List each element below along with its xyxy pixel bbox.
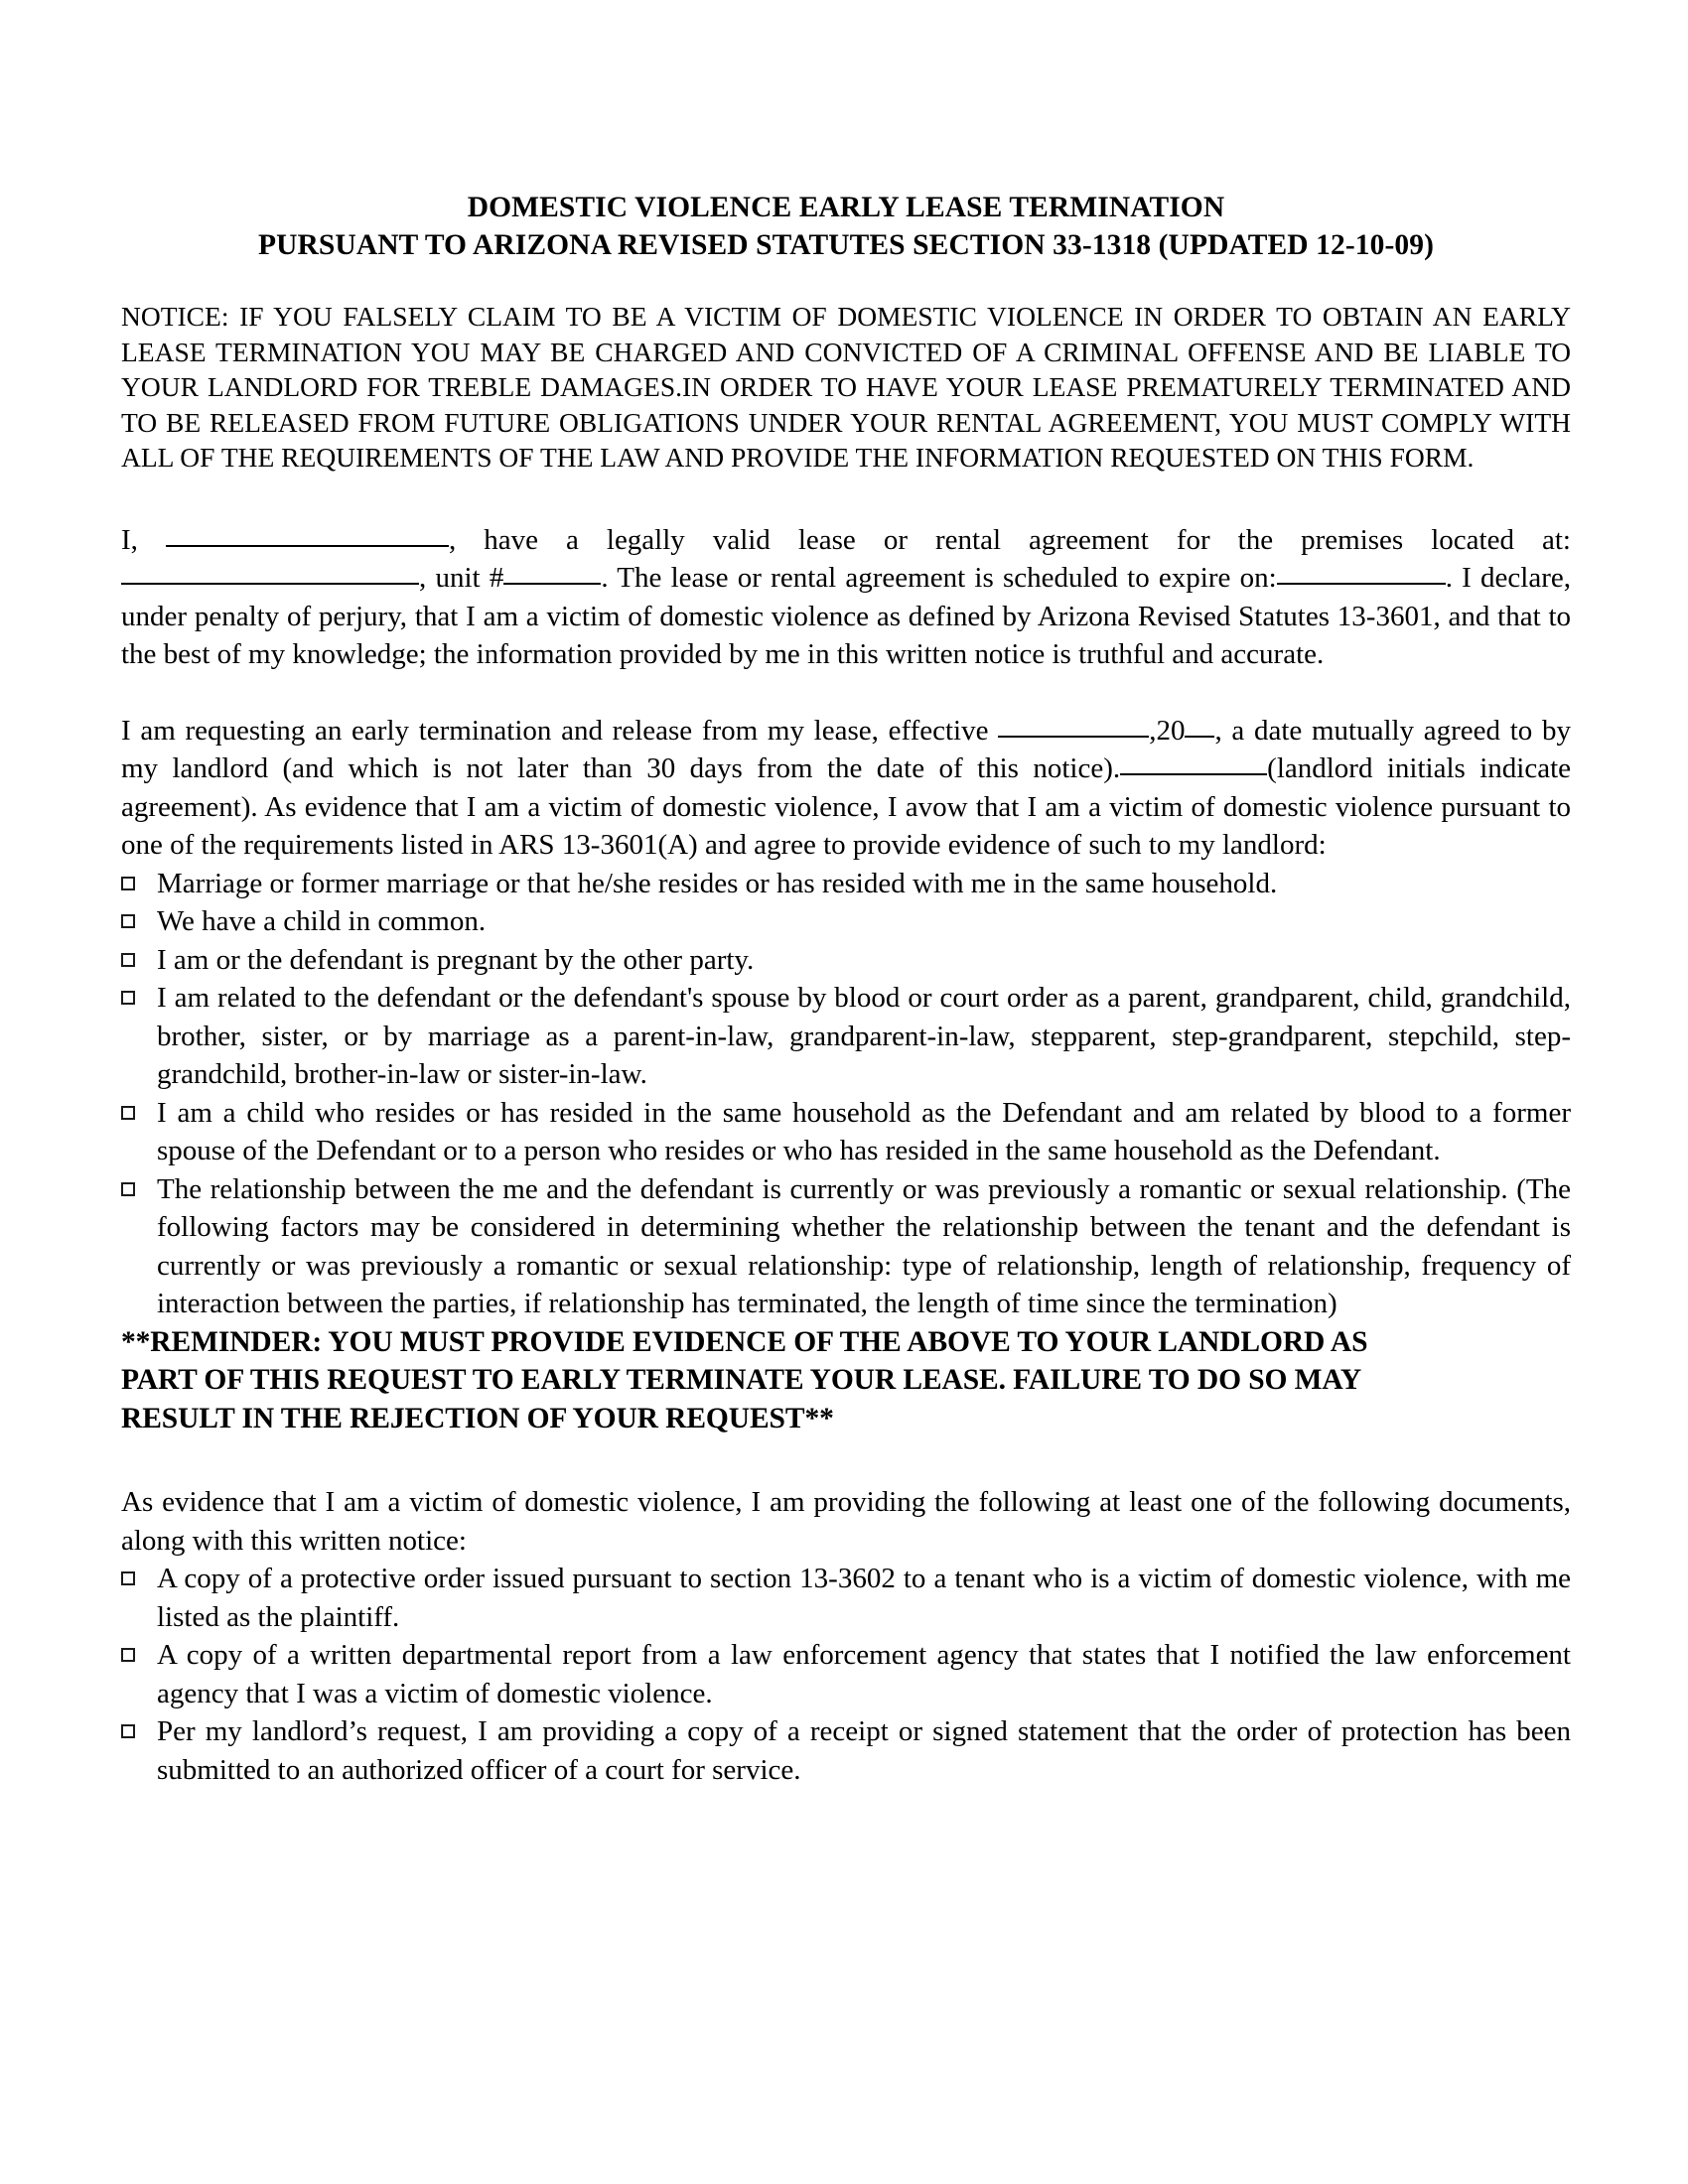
relationship-option-label: I am a child who resides or has resided in the same household as the Defendant and am related by blood to a former spouse of the Defendant or to a person who resides or who has resided in the same household as the Defendant. [157, 1096, 1571, 1166]
landlord-initials-blank[interactable] [1120, 751, 1267, 775]
declaration-paragraph [121, 521, 1571, 674]
notice-paragraph: NOTICE: IF YOU FALSELY CLAIM TO BE A VICTIM OF DOMESTIC VIOLENCE IN ORDER TO OBTAIN AN EARLY LEASE TERMINATION YOU MAY BE CHARGED AND CONVICTED OF A CRIMINAL OFFENSE AND BE LIABLE TO YOUR LANDLORD FOR TREBLE DAMAGES.IN ORDER TO HAVE YOUR LEASE PREMATURELY TERMINATED AND TO BE RELEASED FROM FUTURE OBLIGATIONS UNDER YOUR RENTAL AGREEMENT, YOU MUST COMPLY WITH ALL OF THE REQUIREMENTS OF THE LAW AND PROVIDE THE INFORMATION REQUESTED ON THIS FORM. [121, 301, 1571, 473]
request-segment-4: (landlord initials indicate agreement). As evidence that I am a victim of domestic violence, I avow that I am a victim of domestic violence pursuant to one of the requirements listed in ARS 13-3601(A) and agree to provide evidence of such to my landlord: [121, 752, 1572, 861]
list-item[interactable] [121, 1636, 1571, 1712]
relationship-option-label: I am or the defendant is pregnant by the other party. [157, 943, 755, 976]
lease-expiration-blank[interactable] [1277, 560, 1446, 585]
list-item[interactable] [121, 941, 1571, 980]
request-paragraph [121, 712, 1571, 865]
declaration-segment-4: . The lease or rental agreement is scheduled to expire on: [601, 562, 1277, 594]
relationship-option-label: The relationship between the me and the defendant is currently or was previously a romantic or sexual relationship. (The following factors may be considered in determining whether the relationship between the tenant and the defendant is currently or was previously a romantic or sexual relationship: type of relationship, length of relationship, frequency of interaction between the parties, if relationship has terminated, the length of time since the termination) [157, 1172, 1571, 1319]
evidence-option-label: A copy of a protective order issued pursuant to section 13-3602 to a tenant who is a victim of domestic violence, with me listed as the plaintiff. [157, 1563, 1571, 1633]
list-item[interactable] [121, 902, 1571, 941]
list-item[interactable] [121, 1560, 1571, 1636]
list-item[interactable] [121, 979, 1571, 1094]
effective-date-blank[interactable] [998, 713, 1149, 738]
reminder-line-1: **REMINDER: YOU MUST PROVIDE EVIDENCE OF THE ABOVE TO YOUR LANDLORD AS [121, 1325, 1368, 1358]
unit-number-blank[interactable] [503, 560, 601, 585]
evidence-option-label: A copy of a written departmental report from a law enforcement agency that states that I notified the law enforcement agency that I was a victim of domestic violence. [157, 1639, 1571, 1709]
checkbox-empty-square-icon[interactable] [121, 877, 135, 890]
checkbox-empty-square-icon[interactable] [121, 914, 135, 928]
checkbox-empty-square-icon[interactable] [121, 1106, 135, 1120]
premises-address-blank[interactable] [121, 560, 419, 585]
declaration-segment-5: . I declare, under penalty of perjury, that I am a victim of domestic violence as defined by Arizona Revised Statutes 13-3601, and that to the best of my knowledge; the information provided by me in this written notice is truthful and accurate. [121, 562, 1572, 670]
relationship-option-label: I am related to the defendant or the defendant's spouse by blood or court order as a parent, grandparent, child, grandchild, brother, sister, or by marriage as a parent-in-law, grandparent-in-law, stepparent, step-grandparent, stepchild, step-grandchild, brother-in-law or sister-in-law. [157, 982, 1571, 1090]
reminder-line-3: RESULT IN THE REJECTION OF YOUR REQUEST** [121, 1402, 834, 1434]
evidence-option-label: Per my landlord’s request, I am providing a copy of a receipt or signed statement that the order of protection has been submitted to an authorized officer of a court for service. [157, 1715, 1571, 1786]
checkbox-empty-square-icon[interactable] [121, 991, 135, 1005]
tenant-name-blank[interactable] [166, 522, 449, 547]
checkbox-empty-square-icon[interactable] [121, 1724, 135, 1738]
evidence-intro-paragraph: As evidence that I am a victim of domestic violence, I am providing the following at least one of the following documents, along with this written notice: [121, 1486, 1571, 1557]
relationship-option-label: Marriage or former marriage or that he/she resides or has resided with me in the same household. [157, 867, 1278, 899]
page-title [121, 189, 1571, 264]
declaration-segment-2: , have a legally valid lease or rental agreement for the premises located at: [448, 523, 1571, 556]
list-item[interactable] [121, 1170, 1571, 1323]
declaration-segment-3: , unit # [419, 562, 504, 594]
list-item[interactable] [121, 1712, 1571, 1789]
checkbox-empty-square-icon[interactable] [121, 1648, 135, 1662]
title-line-2: PURSUANT TO ARIZONA REVISED STATUTES SECTION 33-1318 (UPDATED 12-10-09) [257, 229, 1435, 261]
relationship-options-list [121, 865, 1571, 1323]
title-line-1: DOMESTIC VIOLENCE EARLY LEASE TERMINATION [467, 192, 1225, 223]
list-item[interactable] [121, 1094, 1571, 1170]
evidence-options-list [121, 1560, 1571, 1789]
checkbox-empty-square-icon[interactable] [121, 953, 135, 967]
effective-year-blank[interactable] [1185, 713, 1214, 738]
checkbox-empty-square-icon[interactable] [121, 1182, 135, 1196]
reminder-line-2: PART OF THIS REQUEST TO EARLY TERMINATE YOUR LEASE. FAILURE TO DO SO MAY [121, 1364, 1362, 1396]
request-segment-3: , a date mutually agreed to by my landlord (and which is not later than 30 days from the date of this notice). [121, 714, 1571, 784]
relationship-option-label: We have a child in common. [157, 905, 487, 937]
request-segment-2: ,20 [1149, 714, 1186, 747]
declaration-segment-1: I, [121, 523, 166, 556]
checkbox-empty-square-icon[interactable] [121, 1571, 135, 1585]
request-segment-1: I am requesting an early termination and release from my lease, effective [121, 714, 999, 747]
reminder-notice [121, 1323, 1571, 1438]
list-item[interactable] [121, 865, 1571, 903]
